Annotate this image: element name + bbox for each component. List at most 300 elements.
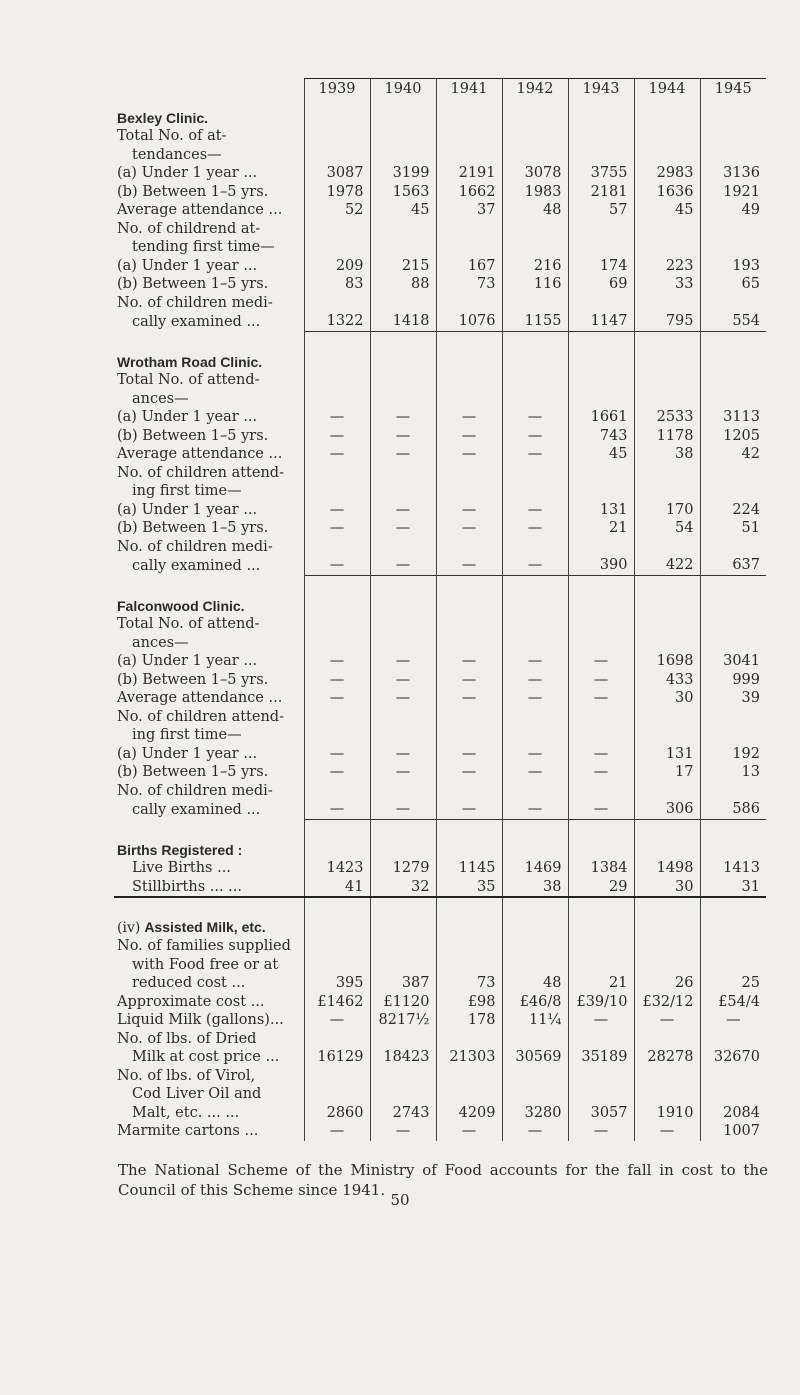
value-cell: 1322 [304, 312, 370, 331]
empty-cell [502, 331, 568, 371]
value-cell [304, 464, 370, 483]
value-cell [634, 464, 700, 483]
row-label: No. of children medi- [117, 782, 273, 799]
value-cell: 69 [568, 275, 634, 294]
value-cell [370, 634, 436, 653]
section-heading-row [114, 897, 766, 937]
empty-cell [304, 331, 370, 371]
value-cell: 306 [634, 800, 700, 819]
table-row [114, 183, 766, 202]
value-cell [304, 146, 370, 165]
footnote: The National Scheme of the Ministry of Food accounts for the fall in cost to the Council of this Scheme since 1941. [118, 1161, 768, 1199]
value-cell: 38 [502, 878, 568, 898]
table-row [114, 745, 766, 764]
row-label: No. of children medi- [117, 294, 273, 311]
value-cell: 192 [700, 745, 766, 764]
empty-cell [700, 897, 766, 937]
value-cell [436, 127, 502, 146]
value-cell: 30 [634, 878, 700, 898]
value-cell: 13 [700, 763, 766, 782]
value-cell: — [304, 445, 370, 464]
value-cell [370, 464, 436, 483]
value-cell: 11¼ [502, 1011, 568, 1030]
table-row [114, 164, 766, 183]
value-cell: 433 [634, 671, 700, 690]
value-cell: — [436, 445, 502, 464]
value-cell [634, 1085, 700, 1104]
value-cell [304, 1030, 370, 1049]
year-header: 1940 [370, 79, 436, 100]
value-cell: — [700, 1011, 766, 1030]
value-cell [502, 708, 568, 727]
value-cell [370, 538, 436, 557]
table-row [114, 878, 766, 898]
value-cell: 224 [700, 501, 766, 520]
value-cell: 42 [700, 445, 766, 464]
value-cell [370, 782, 436, 801]
value-cell: 37 [436, 201, 502, 220]
value-cell: 25 [700, 974, 766, 993]
table-row [114, 1085, 766, 1104]
statistics-table [114, 78, 766, 1141]
table-row [114, 1104, 766, 1123]
value-cell: 743 [568, 427, 634, 446]
value-cell: — [304, 652, 370, 671]
value-cell: 1423 [304, 859, 370, 878]
empty-cell [370, 819, 436, 859]
value-cell: 3087 [304, 164, 370, 183]
table-row [114, 427, 766, 446]
row-label: (a) Under 1 year ... [117, 257, 258, 274]
value-cell [304, 615, 370, 634]
value-cell: 1205 [700, 427, 766, 446]
value-cell [634, 937, 700, 956]
value-cell: — [568, 1011, 634, 1030]
row-label: (a) Under 1 year ... [117, 745, 258, 762]
value-cell: 26 [634, 974, 700, 993]
empty-cell [370, 331, 436, 371]
row-label: (a) Under 1 year ... [117, 165, 258, 181]
value-cell [700, 482, 766, 501]
value-cell: 2533 [634, 408, 700, 427]
row-label: Stillbirths ... ... [114, 878, 304, 898]
value-cell: — [370, 427, 436, 446]
value-cell [568, 538, 634, 557]
table-row [114, 519, 766, 538]
table-row [114, 445, 766, 464]
value-cell: 8217½ [370, 1011, 436, 1030]
value-cell [700, 634, 766, 653]
value-cell: — [502, 763, 568, 782]
value-cell: 32670 [700, 1048, 766, 1067]
value-cell [436, 1085, 502, 1104]
value-cell: — [304, 671, 370, 690]
value-cell: 390 [568, 556, 634, 575]
year-header: 1943 [568, 79, 634, 100]
value-cell: — [502, 445, 568, 464]
value-cell: 39 [700, 689, 766, 708]
value-cell [436, 1067, 502, 1086]
value-cell [634, 390, 700, 409]
value-cell: — [568, 671, 634, 690]
value-cell [370, 390, 436, 409]
value-cell: — [436, 689, 502, 708]
row-label: No. of childrend at- [117, 220, 261, 237]
row-label: Cod Liver Oil and [132, 1086, 262, 1102]
page-number: 50 [390, 1191, 410, 1209]
value-cell: 21303 [436, 1048, 502, 1067]
value-cell [304, 538, 370, 557]
value-cell: — [502, 519, 568, 538]
table-row [114, 464, 766, 483]
value-cell: — [304, 1011, 370, 1030]
value-cell: — [370, 501, 436, 520]
table-row [114, 501, 766, 520]
table-row [114, 482, 766, 501]
empty-cell [304, 897, 370, 937]
value-cell: 3113 [700, 408, 766, 427]
empty-cell [700, 99, 766, 127]
value-cell: 30 [634, 689, 700, 708]
value-cell [436, 482, 502, 501]
empty-cell [700, 331, 766, 371]
value-cell: 45 [634, 201, 700, 220]
value-cell [436, 937, 502, 956]
row-label: cally examined ... [132, 313, 261, 330]
value-cell: — [304, 408, 370, 427]
empty-cell [634, 331, 700, 371]
row-label: Marmite cartons ... [117, 1123, 259, 1139]
value-cell [634, 956, 700, 975]
value-cell: 2860 [304, 1104, 370, 1123]
section-heading-row [114, 575, 766, 615]
value-cell [370, 615, 436, 634]
value-cell [304, 726, 370, 745]
row-label: No. of children attend- [117, 708, 284, 725]
value-cell: — [634, 1122, 700, 1141]
value-cell [370, 371, 436, 390]
value-cell: — [634, 1011, 700, 1030]
value-cell [568, 464, 634, 483]
value-cell: — [436, 408, 502, 427]
value-cell [634, 220, 700, 239]
value-cell [502, 294, 568, 313]
value-cell: 21 [568, 519, 634, 538]
row-label: tending first time— [132, 239, 275, 255]
value-cell: 1910 [634, 1104, 700, 1123]
table-row [114, 763, 766, 782]
value-cell [436, 390, 502, 409]
value-cell: — [436, 427, 502, 446]
empty-cell [634, 575, 700, 615]
value-cell [370, 726, 436, 745]
value-cell: — [502, 408, 568, 427]
value-cell [700, 127, 766, 146]
empty-cell [502, 99, 568, 127]
value-cell [436, 146, 502, 165]
value-cell: 3078 [502, 164, 568, 183]
row-label: Malt, etc. ... ... [132, 1104, 240, 1121]
value-cell: 1279 [370, 859, 436, 878]
table-row [114, 1122, 766, 1141]
table-row [114, 956, 766, 975]
value-cell: 1147 [568, 312, 634, 331]
row-label: Total No. of attend- [117, 372, 260, 388]
empty-cell [436, 331, 502, 371]
table-row [114, 1011, 766, 1030]
value-cell: 3199 [370, 164, 436, 183]
section-heading [114, 575, 304, 615]
value-cell: 2743 [370, 1104, 436, 1123]
row-label: No. of children attend- [117, 464, 284, 481]
value-cell [370, 956, 436, 975]
value-cell [304, 956, 370, 975]
value-cell: 637 [700, 556, 766, 575]
table-row [114, 201, 766, 220]
value-cell [304, 482, 370, 501]
value-cell: 2983 [634, 164, 700, 183]
section-heading [114, 897, 304, 937]
value-cell [436, 956, 502, 975]
row-label: ing first time— [132, 727, 242, 743]
value-cell [700, 1085, 766, 1104]
value-cell [568, 708, 634, 727]
empty-cell [304, 819, 370, 859]
value-cell: 48 [502, 974, 568, 993]
empty-cell [370, 897, 436, 937]
value-cell: 51 [700, 519, 766, 538]
value-cell: 223 [634, 257, 700, 276]
value-cell: — [568, 800, 634, 819]
value-cell [700, 1030, 766, 1049]
value-cell: — [568, 1122, 634, 1141]
value-cell [502, 482, 568, 501]
value-cell [304, 220, 370, 239]
value-cell [568, 371, 634, 390]
value-cell: — [436, 745, 502, 764]
value-cell: — [502, 1122, 568, 1141]
value-cell [502, 238, 568, 257]
value-cell [304, 238, 370, 257]
value-cell [436, 1030, 502, 1049]
value-cell [502, 538, 568, 557]
value-cell: — [502, 800, 568, 819]
value-cell: 49 [700, 201, 766, 220]
value-cell: 1178 [634, 427, 700, 446]
value-cell [700, 1067, 766, 1086]
value-cell: 209 [304, 257, 370, 276]
row-label: ances— [132, 634, 189, 651]
value-cell: 2181 [568, 183, 634, 202]
value-cell [700, 220, 766, 239]
value-cell [304, 127, 370, 146]
value-cell: 1413 [700, 859, 766, 878]
value-cell: 3280 [502, 1104, 568, 1123]
value-cell [436, 220, 502, 239]
value-cell: 57 [568, 201, 634, 220]
value-cell: — [304, 501, 370, 520]
row-label: (b) Between 1–5 yrs. [117, 764, 269, 780]
value-cell: — [304, 427, 370, 446]
value-cell: 131 [634, 745, 700, 764]
value-cell [304, 937, 370, 956]
value-cell: 1498 [634, 859, 700, 878]
value-cell: 1384 [568, 859, 634, 878]
section-title: Wrotham Road Clinic. [117, 353, 263, 370]
value-cell [436, 634, 502, 653]
table-row [114, 800, 766, 819]
value-cell [370, 127, 436, 146]
table-row [114, 782, 766, 801]
value-cell [304, 294, 370, 313]
value-cell [304, 1067, 370, 1086]
year-header: 1944 [634, 79, 700, 100]
value-cell: 3136 [700, 164, 766, 183]
value-cell [634, 538, 700, 557]
value-cell: — [370, 745, 436, 764]
value-cell [634, 371, 700, 390]
value-cell: — [502, 556, 568, 575]
value-cell: — [436, 519, 502, 538]
value-cell: — [502, 501, 568, 520]
empty-cell [634, 99, 700, 127]
value-cell: 32 [370, 878, 436, 898]
value-cell: — [502, 671, 568, 690]
empty-cell [304, 99, 370, 127]
value-cell [502, 220, 568, 239]
table-row [114, 127, 766, 146]
value-cell: 1983 [502, 183, 568, 202]
section-heading [114, 331, 304, 371]
section-heading-row [114, 331, 766, 371]
table-row [114, 238, 766, 257]
value-cell: — [502, 689, 568, 708]
row-label: (b) Between 1–5 yrs. [117, 427, 269, 444]
section-prefix: (iv) [117, 919, 141, 936]
row-label: Average attendance ... [117, 446, 283, 462]
value-cell [634, 615, 700, 634]
value-cell: 16129 [304, 1048, 370, 1067]
header-label-cell [114, 79, 304, 100]
table-row [114, 371, 766, 390]
value-cell: — [370, 763, 436, 782]
value-cell [370, 937, 436, 956]
empty-cell [568, 575, 634, 615]
value-cell [436, 615, 502, 634]
section-heading [114, 819, 304, 859]
value-cell: £1120 [370, 993, 436, 1012]
row-label: cally examined ... [132, 801, 261, 818]
row-label: (a) Under 1 year ... [117, 653, 258, 669]
value-cell [634, 1067, 700, 1086]
row-label: Live Births ... [132, 860, 231, 876]
empty-cell [700, 575, 766, 615]
value-cell: 33 [634, 275, 700, 294]
value-cell [436, 371, 502, 390]
value-cell [436, 726, 502, 745]
value-cell: 1469 [502, 859, 568, 878]
value-cell: 1007 [700, 1122, 766, 1141]
value-cell: 48 [502, 201, 568, 220]
section-heading-row [114, 99, 766, 127]
row-label: Milk at cost price ... [132, 1049, 280, 1065]
row-label: (b) Between 1–5 yrs. [117, 183, 269, 200]
value-cell [502, 464, 568, 483]
value-cell: 21 [568, 974, 634, 993]
empty-cell [370, 575, 436, 615]
value-cell [370, 294, 436, 313]
value-cell: 387 [370, 974, 436, 993]
value-cell [568, 782, 634, 801]
value-cell [634, 726, 700, 745]
value-cell: 38 [634, 445, 700, 464]
value-cell [502, 726, 568, 745]
value-cell: 17 [634, 763, 700, 782]
value-cell: 3057 [568, 1104, 634, 1123]
value-cell [502, 371, 568, 390]
value-cell [370, 238, 436, 257]
value-cell: 795 [634, 312, 700, 331]
value-cell [700, 937, 766, 956]
value-cell [700, 146, 766, 165]
row-label: No. of families supplied [117, 938, 291, 954]
table-row [114, 615, 766, 634]
value-cell: — [568, 763, 634, 782]
value-cell: — [304, 689, 370, 708]
empty-cell [568, 819, 634, 859]
value-cell: — [304, 745, 370, 764]
value-cell [568, 634, 634, 653]
value-cell: — [304, 800, 370, 819]
value-cell: 1076 [436, 312, 502, 331]
empty-cell [502, 897, 568, 937]
value-cell: — [502, 652, 568, 671]
value-cell [700, 726, 766, 745]
value-cell: 131 [568, 501, 634, 520]
table-row [114, 993, 766, 1012]
value-cell: — [304, 763, 370, 782]
value-cell: — [568, 745, 634, 764]
value-cell: 29 [568, 878, 634, 898]
value-cell [634, 238, 700, 257]
value-cell: 45 [370, 201, 436, 220]
value-cell [568, 937, 634, 956]
table-row [114, 146, 766, 165]
value-cell [568, 127, 634, 146]
value-cell: 73 [436, 275, 502, 294]
table-row [114, 974, 766, 993]
empty-cell [436, 99, 502, 127]
row-label: reduced cost ... [132, 975, 246, 991]
value-cell: 1155 [502, 312, 568, 331]
value-cell [436, 294, 502, 313]
value-cell: — [370, 800, 436, 819]
table-row [114, 937, 766, 956]
value-cell: 422 [634, 556, 700, 575]
table-row [114, 634, 766, 653]
value-cell: 167 [436, 257, 502, 276]
value-cell: 1698 [634, 652, 700, 671]
value-cell: — [304, 519, 370, 538]
value-cell [502, 1067, 568, 1086]
empty-cell [634, 819, 700, 859]
value-cell: 4209 [436, 1104, 502, 1123]
table-row [114, 538, 766, 557]
value-cell [700, 238, 766, 257]
row-label: (a) Under 1 year ... [117, 501, 258, 518]
value-cell [568, 1085, 634, 1104]
table-row [114, 1048, 766, 1067]
